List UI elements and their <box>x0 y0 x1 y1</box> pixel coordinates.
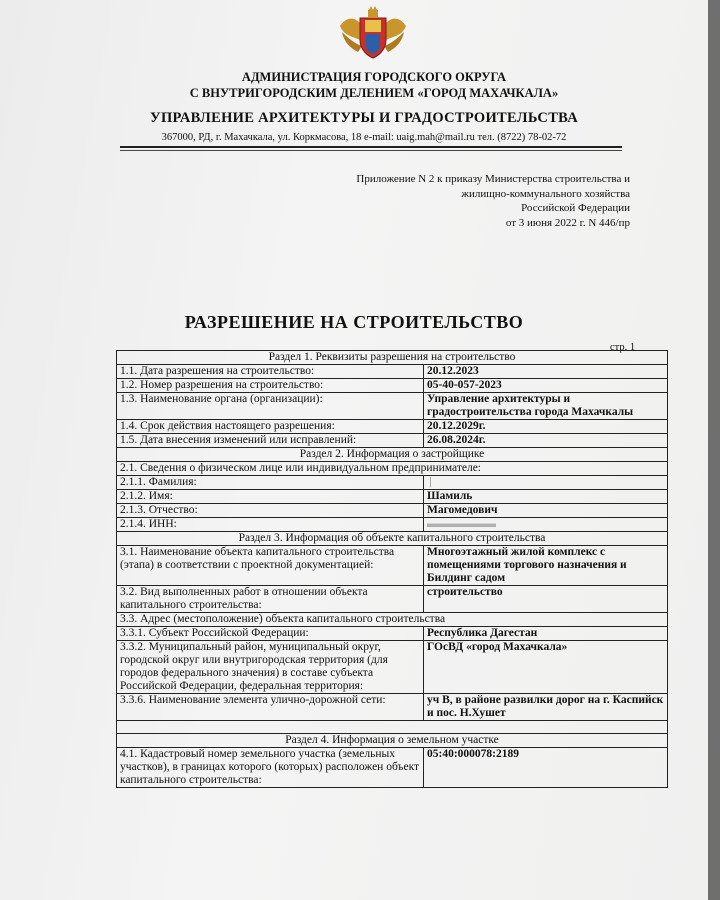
table-row <box>117 748 668 788</box>
street-element-value: уч В, в районе развилки дорог на г. Каспийск и пос. Н.Хушет <box>424 694 668 721</box>
federal-subject-value: Республика Дагестан <box>424 627 668 641</box>
object-name-value: Многоэтажный жилой комплекс с помещениями торгового назначения и Билдинг садом <box>424 546 668 586</box>
section3-heading: Раздел 3. Информация об объекте капитального строительства <box>117 532 668 546</box>
annex-line2: жилищно-коммунального хозяйства <box>461 187 630 200</box>
annex-line1: Приложение N 2 к приказу Министерства строительства и <box>356 173 630 185</box>
issuing-organ-value: Управление архитектуры и градостроительства города Махачкалы <box>424 393 668 420</box>
table-row <box>117 734 668 748</box>
surname-value <box>424 476 668 490</box>
table-row <box>117 532 668 546</box>
first-name-value: Шамиль <box>424 490 668 504</box>
validity-label: 1.4. Срок действия настоящего разрешения: <box>117 420 424 434</box>
federal-subject-label: 3.3.1. Субъект Российской Федерации: <box>117 627 424 641</box>
changes-date-value: 26.08.2024г. <box>424 434 668 448</box>
annex-line3: Российской Федерации <box>521 202 630 214</box>
first-name-label: 2.1.2. Имя: <box>117 490 424 504</box>
header-divider <box>120 146 622 148</box>
department-name: УПРАВЛЕНИЕ АРХИТЕКТУРЫ И ГРАДОСТРОИТЕЛЬСТВА <box>150 110 578 126</box>
patronymic-label: 2.1.3. Отчество: <box>117 504 424 518</box>
page-number: стр. 1 <box>610 342 636 353</box>
issuing-organ-label: 1.3. Наименование органа (организации): <box>117 393 424 420</box>
table-row <box>117 721 668 734</box>
object-name-label: 3.1. Наименование объекта капитального строительства (этапа) в соответствии с проектной документацией: <box>117 546 424 586</box>
annex-note <box>290 172 630 230</box>
document-title: РАЗРЕШЕНИЕ НА СТРОИТЕЛЬСТВО <box>184 312 524 332</box>
cadastral-number-label: 4.1. Кадастровый номер земельного участка (земельных участков), в границах которого (которых) расположен объект капитального строительства: <box>117 748 424 788</box>
table-row <box>117 393 668 420</box>
permit-date-value: 20.12.2023 <box>424 365 668 379</box>
table-row <box>117 504 668 518</box>
table-row <box>117 694 668 721</box>
works-type-label: 3.2. Вид выполненных работ в отношении объекта капитального строительства: <box>117 586 424 613</box>
person-info-heading: 2.1. Сведения о физическом лице или индивидуальном предпринимателе: <box>117 462 668 476</box>
table-row <box>117 434 668 448</box>
table-row <box>117 546 668 586</box>
header-divider-thin <box>120 150 622 151</box>
table-row <box>117 476 668 490</box>
permit-number-value: 05-40-057-2023 <box>424 379 668 393</box>
table-row <box>117 613 668 627</box>
table-row <box>117 490 668 504</box>
annex-line4: от 3 июня 2022 г. N 446/пр <box>505 216 630 229</box>
municipal-district-label: 3.3.2. Муниципальный район, муниципальный округ, городской округ или внутригородская территория (для городов федерального значения) в составе субъекта Российской Федерации, федеральная территория: <box>117 641 424 694</box>
table-row <box>117 448 668 462</box>
table-row <box>117 627 668 641</box>
section4-heading: Раздел 4. Информация о земельном участке <box>117 734 668 748</box>
street-element-label: 3.3.6. Наименование элемента улично-дорожной сети: <box>117 694 424 721</box>
validity-value: 20.12.2029г. <box>424 420 668 434</box>
table-row <box>117 462 668 476</box>
municipal-district-value: ГОсВД «город Махачкала» <box>424 641 668 694</box>
patronymic-value: Магомедович <box>424 504 668 518</box>
table-row <box>117 351 668 365</box>
redaction-blur: ▬▬▬▬▬▬ <box>427 518 496 530</box>
administration-name-line1: АДМИНИСТРАЦИЯ ГОРОДСКОГО ОКРУГА <box>241 70 507 84</box>
table-row <box>117 518 668 532</box>
inn-label: 2.1.4. ИНН: <box>117 518 424 532</box>
permit-table <box>116 350 668 788</box>
cadastral-number-value: 05:40:000078:2189 <box>424 748 668 788</box>
surname-label: 2.1.1. Фамилия: <box>117 476 424 490</box>
table-row <box>117 641 668 694</box>
section2-heading: Раздел 2. Информация о застройщике <box>117 448 668 462</box>
redaction-mark: | <box>427 476 432 488</box>
address-heading: 3.3. Адрес (местоположение) объекта капитального строительства <box>117 613 668 627</box>
section1-heading: Раздел 1. Реквизиты разрешения на строительство <box>117 351 668 365</box>
permit-date-label: 1.1. Дата разрешения на строительство: <box>117 365 424 379</box>
department-address: 367000, РД, г. Махачкала, ул. Коркмасова, 18 e-mail: uaig.mah@mail.ru тел. (8722) 78-02-72 <box>161 132 567 143</box>
coat-of-arms-emblem <box>336 6 410 62</box>
inn-value <box>424 518 668 532</box>
table-row <box>117 420 668 434</box>
administration-name-line2: С ВНУТРИГОРОДСКИМ ДЕЛЕНИЕМ «ГОРОД МАХАЧКАЛА» <box>189 86 559 100</box>
permit-number-label: 1.2. Номер разрешения на строительство: <box>117 379 424 393</box>
empty-row <box>117 721 668 734</box>
table-row <box>117 365 668 379</box>
table-row <box>117 379 668 393</box>
works-type-value: строительство <box>424 586 668 613</box>
changes-date-label: 1.5. Дата внесения изменений или исправлений: <box>117 434 424 448</box>
table-row <box>117 586 668 613</box>
